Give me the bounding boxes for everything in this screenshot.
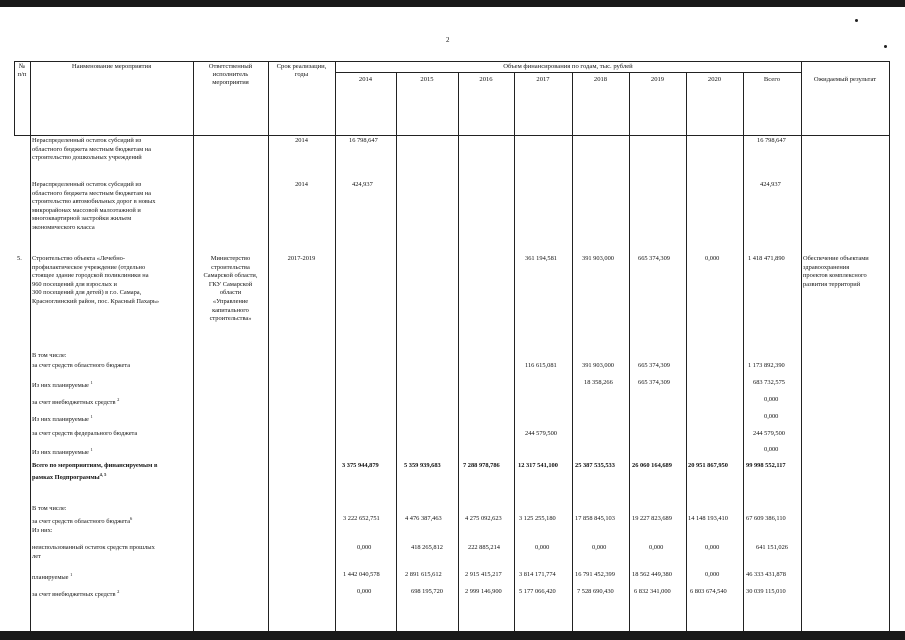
grand-total-label: Всего по мероприятиям, финансируемым в рамках Подпрограммы$^{4, 5}$ <box>32 462 158 481</box>
breakdown-intro: В том числе: <box>32 505 67 512</box>
scan-top-border <box>0 0 905 7</box>
header-year-2016: 2016 <box>479 76 493 83</box>
sub-label: за счет внебюджетных средств $^2$ <box>32 397 120 407</box>
value-total: 424,937 <box>760 181 781 188</box>
value-2019: 0,000 <box>649 544 664 551</box>
value-2018: 391 903,000 <box>582 362 614 369</box>
value-2017: 116 615,081 <box>525 362 557 369</box>
value-total: 16 798,647 <box>757 137 786 144</box>
sub-label: за счет средств федерального бюджета <box>32 430 138 437</box>
value-2020: 6 803 674,540 <box>690 588 727 595</box>
value-2020: 0,000 <box>705 571 720 578</box>
value-total: 244 579,500 <box>753 430 785 437</box>
sub-label: Из них планируемые $^1$ <box>32 414 93 424</box>
sub-intro: В том числе: <box>32 352 67 359</box>
value-2020: 20 951 867,950 <box>688 462 728 469</box>
header-volume: Объем финансирования по годам, тыс. рублей <box>503 63 633 70</box>
value-2018: 0,000 <box>592 544 607 551</box>
value-2019: 665 374,309 <box>638 362 670 369</box>
header-executor: Ответственный исполнитель мероприятия <box>208 63 253 86</box>
scan-speck <box>855 19 858 22</box>
value-2019: 18 562 449,380 <box>632 571 672 578</box>
header-year-2014: 2014 <box>358 76 373 83</box>
value-2014: 16 798,647 <box>349 137 378 144</box>
value-2016: 222 885,214 <box>468 544 500 551</box>
row-period: 2014 <box>295 137 308 144</box>
header-num: № п/п <box>17 63 27 78</box>
value-total: 99 998 552,117 <box>746 462 786 469</box>
value-total: 0,000 <box>764 446 779 453</box>
value-2017: 0,000 <box>535 544 550 551</box>
value-2017: 3 814 171,774 <box>519 571 556 578</box>
value-total: 1 418 471,890 <box>748 255 785 262</box>
value-2018: 18 358,266 <box>584 379 613 386</box>
value-2015: 698 195,720 <box>411 588 443 595</box>
value-2016: 4 275 092,623 <box>465 515 502 522</box>
value-2017: 3 125 255,180 <box>519 515 556 522</box>
breakdown-of-them: Из них: <box>32 527 53 534</box>
value-2015: 418 265,812 <box>411 544 443 551</box>
value-2019: 665 374,309 <box>638 255 670 262</box>
value-2019: 26 060 164,689 <box>632 462 672 469</box>
value-total: 683 732,575 <box>753 379 785 386</box>
value-2014: 0,000 <box>357 544 372 551</box>
breakdown-label: планируемые $^1$ <box>32 572 73 582</box>
value-2015: 2 891 615,612 <box>405 571 442 578</box>
header-period: Срок реализации, годы <box>276 63 327 78</box>
scan-speck <box>884 45 887 48</box>
breakdown-label: неиспользованный остаток средств прошлых лет <box>32 544 155 560</box>
breakdown-label: за счет средств областного бюджета$^6$ <box>32 516 133 526</box>
sub-label: Из них планируемые $^1$ <box>32 380 93 390</box>
row-executor: Министерство строительства Самарской области, ГКУ Самарской области «Управление капитального строительства» <box>203 255 258 323</box>
value-2019: 19 227 823,689 <box>632 515 672 522</box>
scan-bottom-border <box>0 631 905 640</box>
header-year-2020: 2020 <box>707 76 722 83</box>
value-total: 30 039 115,010 <box>746 588 786 595</box>
value-2016: 7 288 978,786 <box>463 462 500 469</box>
header-total: Всего <box>763 76 781 83</box>
value-2016: 2 915 415,217 <box>465 571 502 578</box>
value-2018: 17 858 845,103 <box>575 515 615 522</box>
value-2015: 4 476 387,463 <box>405 515 442 522</box>
row-name: Строительство объекта «Лечебно- профилактическое учреждение (отдельно стоящее здание городской поликлиники на 960 посещений для взрослых и 300 посещений для детей) в г.о. Самара, Красноглинский район, пос. Красный Пахарь» <box>32 255 160 305</box>
header-year-2015: 2015 <box>420 76 434 83</box>
value-total: 67 609 386,110 <box>746 515 786 522</box>
value-total: 641 151,026 <box>756 544 788 551</box>
page-number: 2 <box>446 36 450 44</box>
sub-label: за счет средств областного бюджета <box>32 362 131 369</box>
row-period: 2014 <box>295 181 308 188</box>
value-2018: 16 791 452,399 <box>575 571 615 578</box>
header-year-2018: 2018 <box>593 76 608 83</box>
value-2014: 3 222 652,751 <box>343 515 380 522</box>
value-2017: 12 317 541,100 <box>518 462 558 469</box>
value-2018: 7 528 690,430 <box>577 588 614 595</box>
value-2014: 3 375 944,879 <box>342 462 379 469</box>
value-2019: 665 374,309 <box>638 379 670 386</box>
value-2019: 6 832 341,000 <box>634 588 671 595</box>
value-2020: 14 148 193,410 <box>688 515 728 522</box>
value-2020: 0,000 <box>705 544 720 551</box>
header-year-2017: 2017 <box>536 76 550 83</box>
value-total: 0,000 <box>764 396 779 403</box>
row-name: Нераспределенный остаток субсидий из областного бюджета местным бюджетам на строительство дошкольных учреждений <box>32 137 151 162</box>
value-2017: 244 579,500 <box>525 430 557 437</box>
value-2020: 0,000 <box>705 255 720 262</box>
row-period: 2017-2019 <box>287 255 316 262</box>
value-2018: 391 903,000 <box>582 255 614 262</box>
header-year-2019: 2019 <box>650 76 665 83</box>
row-result: Обеспечение объектами здравоохранения проектов комплексного развития территорий <box>803 255 869 288</box>
sub-label: Из них планируемые $^1$ <box>32 447 93 457</box>
value-total: 1 173 892,390 <box>748 362 785 369</box>
value-2015: 5 359 939,683 <box>404 462 441 469</box>
value-total: 0,000 <box>764 413 779 420</box>
row-num: 5. <box>17 255 22 262</box>
value-2016: 2 999 146,900 <box>465 588 502 595</box>
row-name: Нераспределенный остаток субсидий из областного бюджета местным бюджетам на строительство автомобильных дорог в новых микрорайонах массовой малоэтажной и многоквартирной застройки жильем экономического класса <box>32 181 156 231</box>
breakdown-label: за счет внебюджетных средств $^2$ <box>32 589 120 599</box>
header-name: Наименование мероприятия <box>71 63 152 70</box>
header-result: Ожидаемый результат <box>813 76 877 83</box>
value-2017: 5 177 066,420 <box>519 588 556 595</box>
value-2017: 361 194,581 <box>525 255 557 262</box>
value-2014: 424,937 <box>352 181 373 188</box>
value-2014: 1 442 040,578 <box>343 571 380 578</box>
value-total: 46 333 431,878 <box>746 571 786 578</box>
value-2018: 25 387 535,533 <box>575 462 615 469</box>
value-2014: 0,000 <box>357 588 372 595</box>
